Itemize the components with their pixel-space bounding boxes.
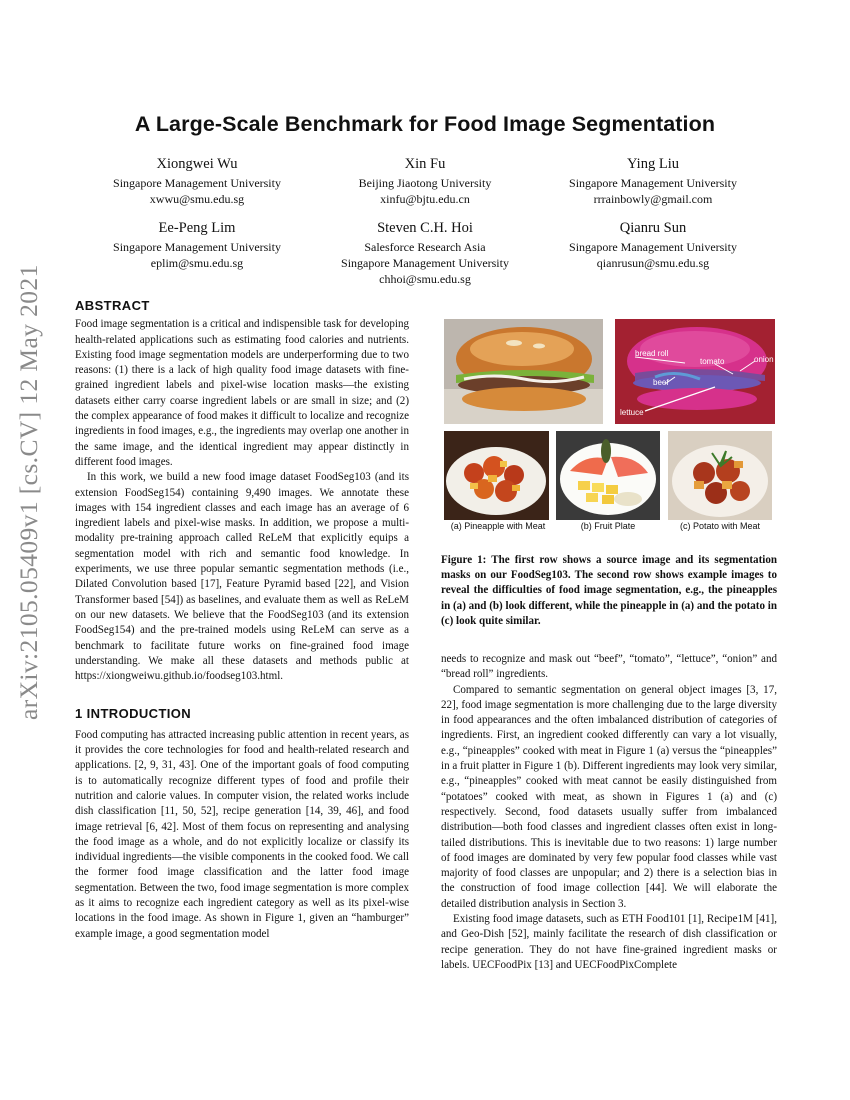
author-affiliation: Singapore Management University [341, 256, 509, 270]
author-block [300, 219, 550, 287]
abstract-heading: ABSTRACT [75, 298, 150, 313]
segmentation-mask-image [615, 319, 775, 424]
fruit-plate-photo [556, 431, 660, 520]
abstract-paragraph: Food image segmentation is a critical and indispensible task for developing health-related applications such as estimating food calories and nutrients. Existing food image segmentation models are underperforming due to two reasons: (1) there is a lack of high quality food image datasets with fine-grained ingredient labels and pixel-wise location masks—the existing datasets either carry coarse ingredient labels or are small in size; and (2) the complex appearance of food makes it difficult to localize and recognize ingredients in food images, e.g., the ingredients may overlap one another in the same image, and the identical ingredient may appear distinctly in different food images. [75, 318, 409, 468]
right-column [441, 652, 777, 973]
author-name: Xiongwei Wu [156, 156, 238, 172]
author-affiliation: Beijing Jiaotong University [358, 176, 492, 190]
mask-label-bread-roll: bread roll [635, 349, 669, 358]
body-paragraph: needs to recognize and mask out “beef”, “tomato”, “lettuce”, “onion” and “bread roll” ingredients. [441, 653, 777, 681]
author-affiliation: Salesforce Research Asia [364, 240, 486, 254]
author-affiliation: Singapore Management University [569, 240, 737, 254]
author-email: xwwu@smu.edu.sg [149, 192, 245, 206]
author-block [528, 219, 778, 271]
potato-with-meat-photo [668, 431, 772, 520]
body-paragraph: Existing food image datasets, such as ETH Food101 [1], Recipe1M [41], and Geo-Dish [52], mainly facilitate the research of dish classification or recipe generation. They do not have fine-grained ingredient masks or labels. UECFoodPix [13] and UECFoodPixComplete [441, 913, 777, 971]
intro-paragraph: Food computing has attracted increasing public attention in recent years, as it provides the core technologies for food and health-related research and applications. [2, 9, 31, 43]. One of the important goals of food computing is to automatically recognize different types of food and profile their nutrition and calorie values. In computer vision, the related works include dish classification [11, 50, 52], recipe generation [14, 39, 46], and food image retrieval [6, 42]. Most of them focus on representing and analysing the food image as a whole, and do not explicitly localize or classify its individual ingredients—the visible components in the cooked food. We call the former food image classification and the latter food image segmentation. Between the two, food image segmentation is more complex as it aims to recognize each ingredient category as well as its pixel-wise locations in the food image. As shown in Figure 1, given an “hamburger” example image, a good segmentation model [75, 728, 409, 940]
author-email: xinfu@bjtu.edu.cn [380, 192, 470, 206]
subfigure-label-c: (c) Potato with Meat [679, 521, 761, 531]
left-column [75, 298, 409, 942]
arxiv-sidebar-stamp: arXiv:2105.05409v1 [cs.CV] 12 May 2021 [14, 264, 43, 720]
mask-label-tomato: tomato [700, 357, 725, 366]
author-block [300, 155, 550, 207]
author-affiliation: Singapore Management University [569, 176, 737, 190]
pineapple-with-meat-photo [444, 431, 549, 520]
mask-label-beef: beef [653, 378, 669, 387]
figure-caption: Figure 1: The first row shows a source image and its segmentation masks on our FoodSeg103. The second row shows example images to reveal the difficulties of food image segmentation, e.g., the pineapples in (a) and (b) look different, while the pineapple in (a) and the potato in (c) look quite similar. [441, 554, 777, 627]
abstract-paragraph: In this work, we build a new food image dataset FoodSeg103 (and its extension FoodSeg154) containing 9,490 images. We annotate these images with 154 ingredient classes and each image has an average of 6 ingredient labels and pixel-wise masks. In addition, we propose a multi-modality pre-training approach called ReLeM that explicitly equips a segmentation model with rich and semantic food knowledge. In experiments, we use three popular semantic segmentation methods (i.e., Dilated Convolution based [17], Feature Pyramid based [22], and Vision Transformer based [54]) as baselines, and evaluate them as well as ReLeM on our new datasets. We believe that the FoodSeg103 (and its extension FoodSeg154) and the pre-trained models using ReLeM can serve as a benchmark to facilitate future works on fine-grained food image understanding. We make all these datasets and methods public at https://xiongweiwu.github.io/foodseg103.html. [75, 471, 409, 683]
author-name: Steven C.H. Hoi [377, 220, 473, 236]
author-block [72, 155, 322, 207]
author-name: Xin Fu [404, 156, 446, 172]
subfigure-label-b: (b) Fruit Plate [580, 521, 636, 531]
author-email: chhoi@smu.edu.sg [379, 272, 471, 286]
author-block [72, 219, 322, 271]
section-heading-introduction: 1 INTRODUCTION [75, 706, 192, 722]
author-affiliation: Singapore Management University [113, 176, 281, 190]
author-affiliation: Singapore Management University [113, 240, 281, 254]
author-block [528, 155, 778, 207]
author-name: Ying Liu [627, 156, 679, 172]
author-name: Qianru Sun [619, 220, 687, 236]
author-email: eplim@smu.edu.sg [150, 256, 244, 270]
author-email: qianrusun@smu.edu.sg [596, 256, 710, 270]
mask-label-onion: onion [754, 355, 774, 364]
mask-label-lettuce: lettuce [620, 408, 644, 417]
body-paragraph: Compared to semantic segmentation on general object images [3, 17, 22], food image segmentation is more challenging due to the large diversity in food appearances and the often imbalanced distribution of categories of ingredients. First, an ingredient cooked differently can vary a lot visually, e.g., “pineapples” cooked with meat in Figure 1 (a) versus the “pineapples” in a fruit platter in Figure 1 (b). Different ingredients may look very similar, e.g., “pineapples” cooked with meat cannot be easily distinguished from “potatoes” cooked with meat, as shown in Figures 1 (a) and (c) respectively. Second, food datasets usually suffer from imbalanced distribution—both food classes and ingredient classes often exist in long-tailed distributions. This is inevitable due to two reasons: 1) large number of food images are dominated by very few popular food classes while vast majority of food classes are unpopular; and 2) there is a selection bias in the construction of food image collection [44]. We will elaborate the detailed distribution analysis in Section 3. [441, 683, 777, 910]
subfigure-label-a: (a) Pineapple with Meat [450, 521, 546, 531]
author-email: rrrainbowly@gmail.com [593, 192, 713, 206]
hamburger-photo [444, 319, 603, 424]
author-name: Ee-Peng Lim [158, 220, 236, 236]
paper-title: A Large-Scale Benchmark for Food Image Segmentation [134, 112, 716, 136]
